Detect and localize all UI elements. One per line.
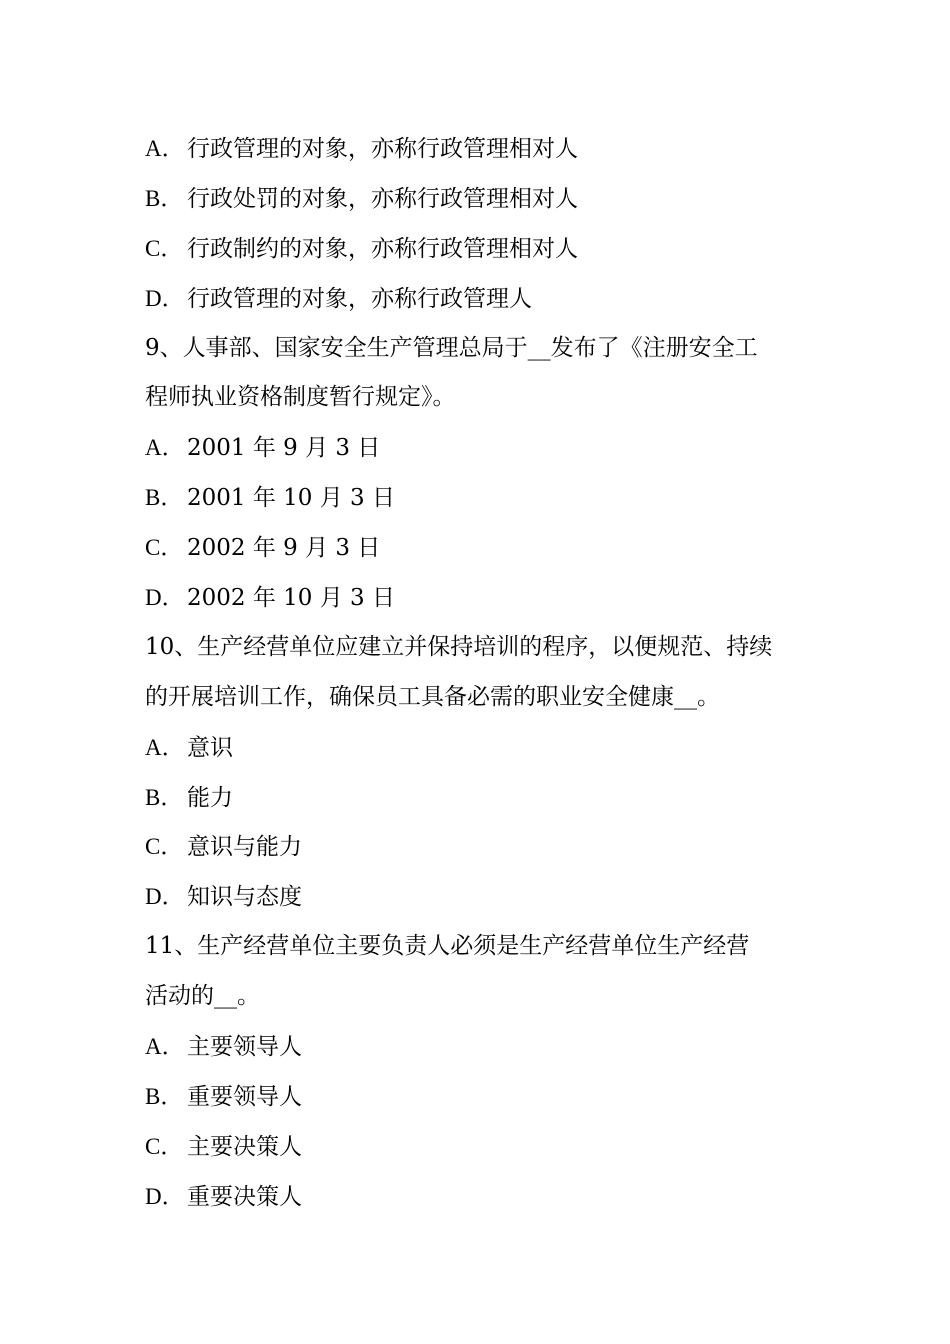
question-stem-line: 活动的__。	[145, 983, 260, 1010]
question-10	[145, 623, 810, 922]
option-text: 行政管理的对象，亦称行政管理人	[187, 285, 532, 312]
document-body	[145, 124, 810, 1222]
option-letter: C．	[145, 834, 184, 860]
option-letter: B．	[145, 185, 184, 211]
question-9	[145, 324, 810, 623]
option-letter: B．	[145, 784, 184, 810]
option-b	[145, 773, 810, 823]
option-letter: A．	[145, 1034, 185, 1060]
question-stem-line: 10、生产经营单位应建立并保持培训的程序，以便规范、持续	[145, 633, 773, 660]
option-d	[145, 573, 810, 623]
option-text: 能力	[187, 784, 233, 811]
option-c	[145, 523, 810, 573]
option-b	[145, 174, 810, 224]
option-letter: B．	[145, 485, 184, 511]
option-text: 意识	[187, 734, 233, 761]
option-letter: D．	[145, 585, 185, 611]
option-text: 重要决策人	[187, 1183, 302, 1210]
prev-question-options	[145, 124, 810, 324]
option-text: 2001 年 10 月 3 日	[187, 485, 395, 512]
option-d	[145, 274, 810, 324]
option-letter: D．	[145, 285, 185, 311]
question-stem-line: 11、生产经营单位主要负责人必须是生产经营单位生产经营	[145, 933, 750, 960]
question-stem-line: 9、人事部、国家安全生产管理总局于__发布了《注册安全工	[145, 334, 758, 361]
option-text: 2002 年 10 月 3 日	[187, 585, 395, 612]
option-letter: D．	[145, 884, 185, 910]
option-text: 知识与态度	[187, 884, 302, 911]
option-letter: A．	[145, 435, 185, 461]
option-letter: A．	[145, 734, 185, 760]
option-letter: D．	[145, 1183, 185, 1209]
option-letter: C．	[145, 1133, 184, 1159]
option-text: 意识与能力	[187, 834, 302, 861]
option-b	[145, 1072, 810, 1122]
option-text: 2001 年 9 月 3 日	[187, 435, 381, 462]
option-text: 重要领导人	[187, 1083, 302, 1110]
option-a	[145, 124, 810, 174]
option-text: 行政制约的对象，亦称行政管理相对人	[187, 235, 578, 262]
option-c	[145, 224, 810, 274]
option-c	[145, 822, 810, 872]
option-text: 主要决策人	[187, 1133, 302, 1160]
option-text: 2002 年 9 月 3 日	[187, 535, 381, 562]
option-d	[145, 872, 810, 922]
option-d	[145, 1172, 810, 1222]
option-c	[145, 1122, 810, 1172]
option-text: 行政处罚的对象，亦称行政管理相对人	[187, 185, 578, 212]
option-text: 行政管理的对象，亦称行政管理相对人	[187, 136, 578, 162]
option-letter: A．	[145, 136, 185, 161]
question-stem-line: 的开展培训工作，确保员工具备必需的职业安全健康__。	[145, 683, 720, 710]
option-letter: C．	[145, 235, 184, 261]
question-stem-line: 程师执业资格制度暂行规定》。	[145, 384, 456, 411]
option-letter: C．	[145, 535, 184, 561]
option-a	[145, 1022, 810, 1072]
question-11	[145, 922, 810, 1221]
option-b	[145, 473, 810, 523]
option-text: 主要领导人	[187, 1034, 302, 1061]
option-a	[145, 723, 810, 773]
option-a	[145, 423, 810, 473]
option-letter: B．	[145, 1083, 184, 1109]
